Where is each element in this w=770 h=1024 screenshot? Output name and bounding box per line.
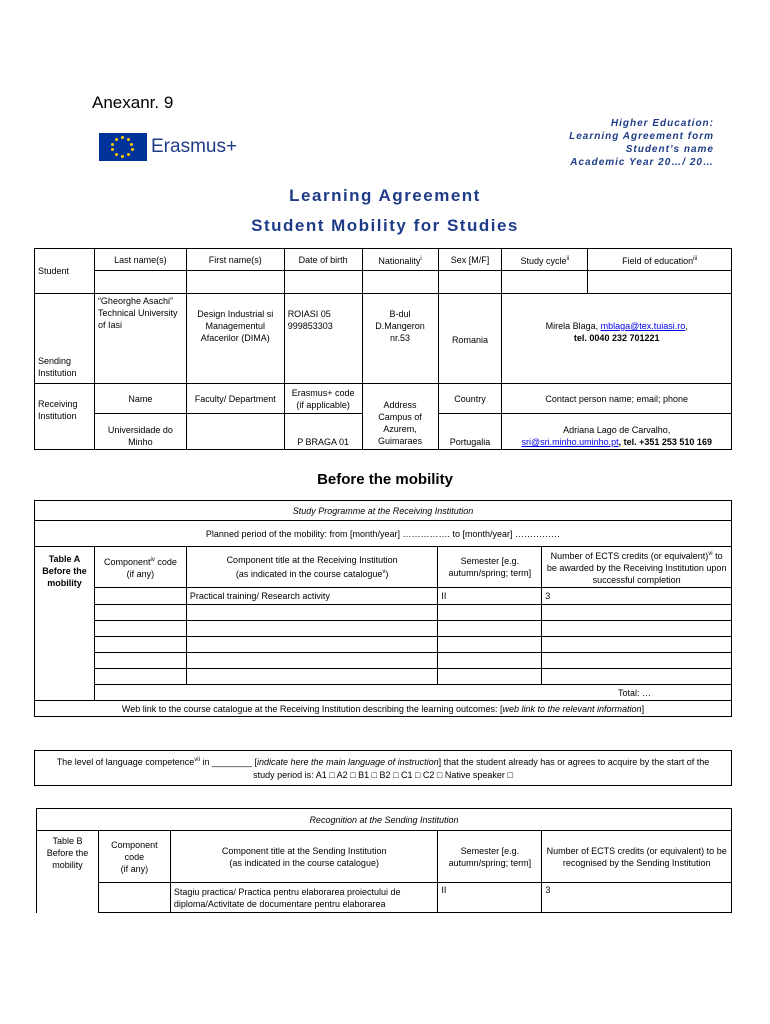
table-b-recognition [36, 808, 732, 913]
table-row[interactable] [94, 637, 186, 653]
table-a-title: Study Programme at the Receiving Institution [35, 501, 732, 521]
table-b-row1-title[interactable]: Stagiu practica/ Practica pentru elaborarea proiectului de diploma/Activitate de documentare pentru elaborarea [170, 883, 438, 913]
table-b-label: Table B Before the mobility [37, 831, 99, 913]
table-row[interactable] [94, 653, 186, 669]
table-b-row1-code[interactable] [98, 883, 170, 913]
receiving-faculty[interactable] [186, 414, 284, 450]
header-last-name: Last name(s) [94, 249, 186, 271]
receiving-country: Portugalia [438, 414, 502, 450]
language-competence: The level of language competence$^{vii}$ in ________ [indicate here the main language of instruction] that the student already has or agrees to acquire by the start of the study period is: A1 □ A2 □ B1 □ B2 □ C1 □ C2 □ Native speaker □ [34, 750, 732, 786]
table-b-row1-ects[interactable]: 3 [542, 883, 732, 913]
student-nationality-value[interactable] [362, 271, 438, 294]
student-study-cycle-value[interactable] [502, 271, 588, 294]
page-subtitle: Student Mobility for Studies [251, 216, 519, 235]
table-a-total: Total: … [94, 685, 731, 701]
table-a-row1-code[interactable] [94, 588, 186, 605]
language-levels[interactable]: study period is: A1 □ A2 □ B1 □ B2 □ C1 □ C2 □ Native speaker □ [253, 770, 513, 780]
student-label: Student [35, 249, 95, 294]
receiving-institution-label: Receiving Institution [35, 384, 95, 450]
table-b-row1-semester[interactable]: II [438, 883, 542, 913]
form-header-right [569, 117, 714, 169]
header-line-3: Student’s name [625, 144, 714, 155]
header-date-of-birth: Date of birth [284, 249, 362, 271]
table-a-row1-title[interactable]: Practical training/ Research activity [186, 588, 438, 605]
table-a-col-ects: Number of ECTS credits (or equivalent)$^{vi}$ to be awarded by the Receiving Institution upon successful completion [542, 547, 732, 588]
receiving-contact: Adriana Lago de Carvalho, sri@sri.minho.uminho.pt, tel. +351 253 510 169 [502, 414, 732, 450]
header-line-4: Academic Year 20…/ 20… [570, 157, 714, 168]
table-a-weblink: Web link to the course catalogue at the Receiving Institution describing the learning outcomes: [web link to the relevant information] [35, 701, 732, 717]
eu-flag-icon [99, 133, 147, 161]
sending-name: “Gheorghe Asachi” Technical University of Iasi [94, 294, 186, 384]
sending-contact-email[interactable]: mblaga@tex.tuiasi.ro [600, 321, 686, 331]
receiving-header-faculty: Faculty/ Department [186, 384, 284, 414]
header-field-of-education: Field of education$^{iii}$ [588, 249, 732, 271]
erasmus-logo-text: Erasmus+ [151, 136, 238, 157]
table-a-col-title: Component title at the Receiving Institution (as indicated in the course catalogue$^v$) [186, 547, 438, 588]
receiving-address: Address Campus of Azurem, Guimaraes [362, 384, 438, 450]
table-a-study-programme [34, 500, 732, 717]
table-a-row1-ects[interactable]: 3 [542, 588, 732, 605]
receiving-header-country: Country [438, 384, 502, 414]
header-study-cycle: Study cycle$^{ii}$ [502, 249, 588, 271]
sending-erasmus-code: ROIASI 05 999853303 [284, 294, 362, 384]
table-a-col-code: Component$^{iv}$ code (if any) [94, 547, 186, 588]
student-last-name-value[interactable] [94, 271, 186, 294]
table-b-col-code: Component code (if any) [98, 831, 170, 883]
student-first-name-value[interactable] [186, 271, 284, 294]
header-first-name: First name(s) [186, 249, 284, 271]
receiving-header-name: Name [94, 384, 186, 414]
receiving-header-contact: Contact person name; email; phone [502, 384, 732, 414]
sending-address: B-dul D.Mangeron nr.53 [362, 294, 438, 384]
table-b-col-title: Component title at the Sending Institution (as indicated in the course catalogue) [170, 831, 438, 883]
receiving-contact-email[interactable]: sri@sri.minho.uminho.pt [521, 437, 619, 447]
header-line-2: Learning Agreement form [569, 131, 714, 142]
annex-number: Anexanr. 9 [92, 93, 174, 112]
student-sex-value[interactable] [438, 271, 502, 294]
erasmus-logo [99, 133, 237, 161]
table-a-col-semester: Semester [e.g. autumn/spring; term] [438, 547, 542, 588]
table-b-title: Recognition at the Sending Institution [37, 809, 732, 831]
sending-contact: Mirela Blaga, mblaga@tex.tuiasi.ro, tel. 0040 232 701221 [502, 294, 732, 384]
receiving-erasmus-code: P BRAGA 01 [284, 414, 362, 450]
table-a-row1-semester[interactable]: II [438, 588, 542, 605]
sending-country: Romania [438, 294, 502, 384]
student-institution-table [34, 248, 732, 450]
sending-institution-label: Sending Institution [35, 294, 95, 384]
table-b-col-semester: Semester [e.g. autumn/spring; term] [438, 831, 542, 883]
receiving-header-address: Address [383, 400, 417, 410]
header-sex: Sex [M/F] [438, 249, 502, 271]
receiving-name: Universidade do Minho [94, 414, 186, 450]
table-a-period[interactable]: Planned period of the mobility: from [month/year] ……………. to [month/year] …………… [35, 521, 732, 547]
table-row[interactable] [94, 621, 186, 637]
student-dob-value[interactable] [284, 271, 362, 294]
table-row[interactable] [94, 605, 186, 621]
header-line-1: Higher Education: [610, 118, 714, 129]
header-nationality: Nationality$^i$ [362, 249, 438, 271]
table-b-col-ects: Number of ECTS credits (or equivalent) to be recognised by the Sending Institution [542, 831, 732, 883]
page-title: Learning Agreement [289, 186, 481, 205]
student-field-value[interactable] [588, 271, 732, 294]
before-mobility-heading: Before the mobility [317, 471, 453, 488]
sending-faculty: Design Industrial si Managementul Afacerilor (DIMA) [186, 294, 284, 384]
table-row[interactable] [94, 669, 186, 685]
table-a-label: Table A Before the mobility [35, 547, 95, 701]
receiving-header-code: Erasmus+ code (if applicable) [284, 384, 362, 414]
